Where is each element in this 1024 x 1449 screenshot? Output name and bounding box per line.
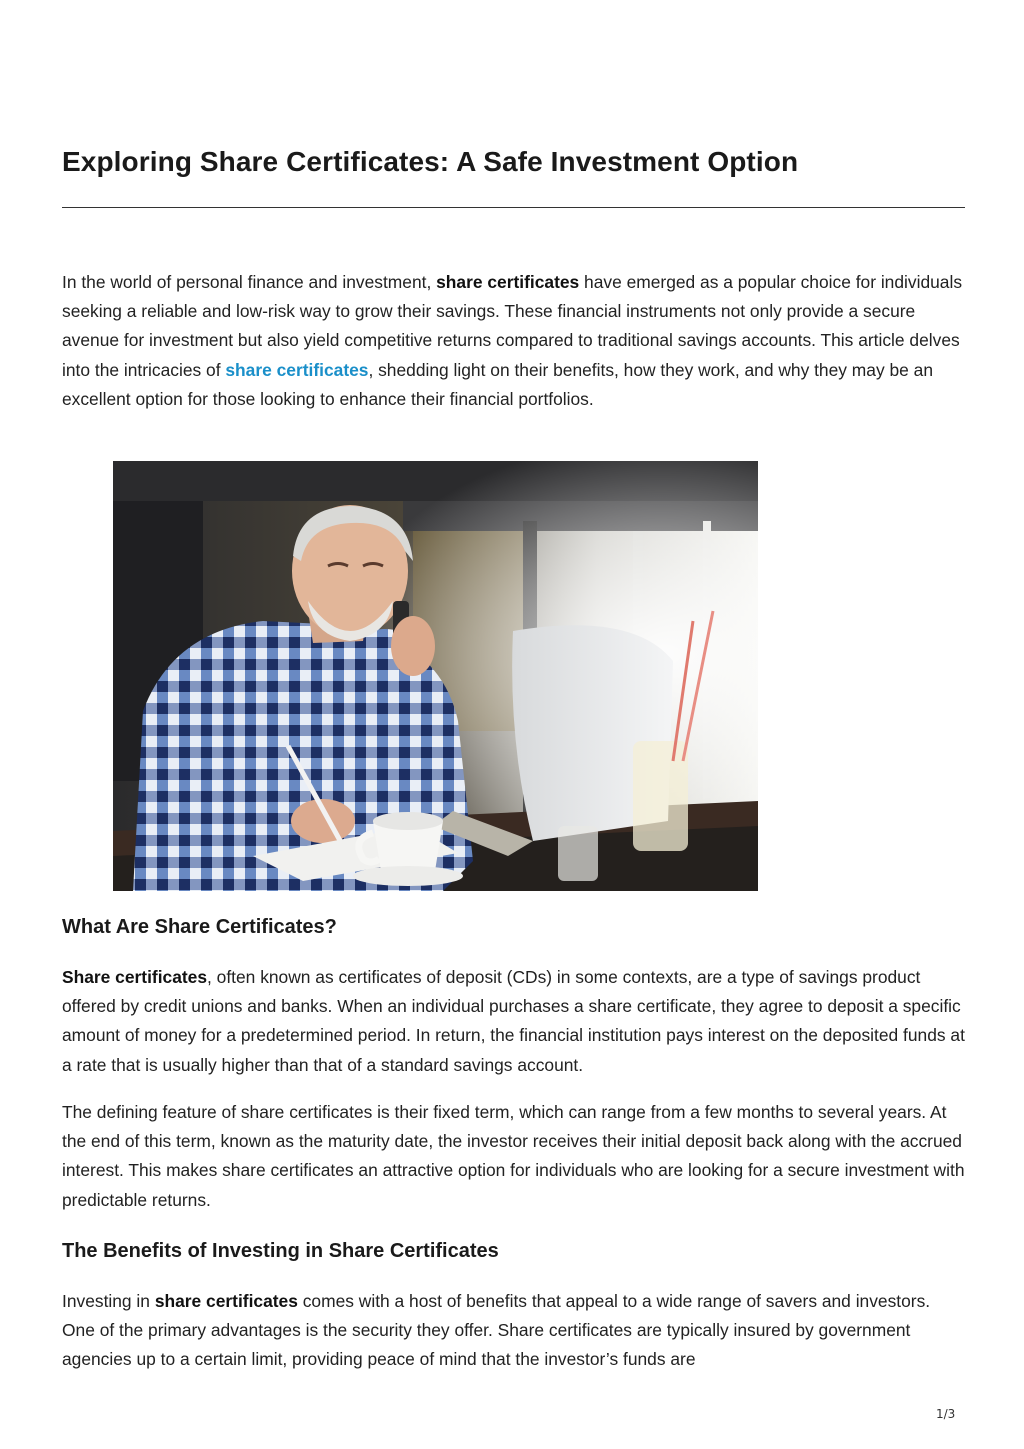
intro-paragraph: In the world of personal finance and investment, share certificates have emerged as a popular choice for individuals seeking a reliable and low-risk way to grow their savings. These financial instruments not only provide a secure avenue for investment but also yield competitive returns compared to traditional savings accounts. This article delves into the intricacies of share certificates, shedding light on their benefits, how they work, and why they may be an excellent option for those looking to enhance their financial portfolios. [62, 272, 963, 409]
section-heading-benefits: The Benefits of Investing in Share Certificates [62, 1240, 499, 1262]
section2-bold-term: share certificates [154, 1291, 298, 1311]
share-certificates-link[interactable]: share certificates [225, 359, 369, 380]
section2-paragraph-1: Investing in share certificates comes with a host of benefits that appeal to a wide range of savers and investors. One of the primary advantages is the security they offer. Share certificates are typically insured by government agencies up to a certain limit, providing peace of mind that the investor’s funds are [62, 1291, 931, 1370]
intro-bold-term: share certificates [436, 272, 580, 292]
title-divider [62, 207, 965, 208]
section1-paragraph-2: The defining feature of share certificates is their fixed term, which can range from a few months to several years. At the end of this term, known as the maturity date, the investor receives their initial deposit back along with the accrued interest. This makes share certificates an attractive option for individuals who are looking for a secure investment with predictable returns. [62, 1102, 965, 1210]
section1-paragraph-1: Share certificates, often known as certificates of deposit (CDs) in some contexts, are a type of savings product offered by credit unions and banks. When an individual purchases a share certificate, they agree to deposit a specific amount of money for a predetermined period. In return, the financial institution pays interest on the deposited funds at a rate that is usually higher than that of a standard savings account. [62, 967, 965, 1075]
hero-photo-man-on-phone-with-laptop [113, 461, 758, 891]
article-title: Exploring Share Certificates: A Safe Investment Option [62, 146, 799, 177]
page-number: 1/3 [936, 1407, 956, 1421]
section1-bold-term: Share certificates [62, 967, 208, 987]
section-heading-what-are: What Are Share Certificates? [62, 916, 337, 938]
